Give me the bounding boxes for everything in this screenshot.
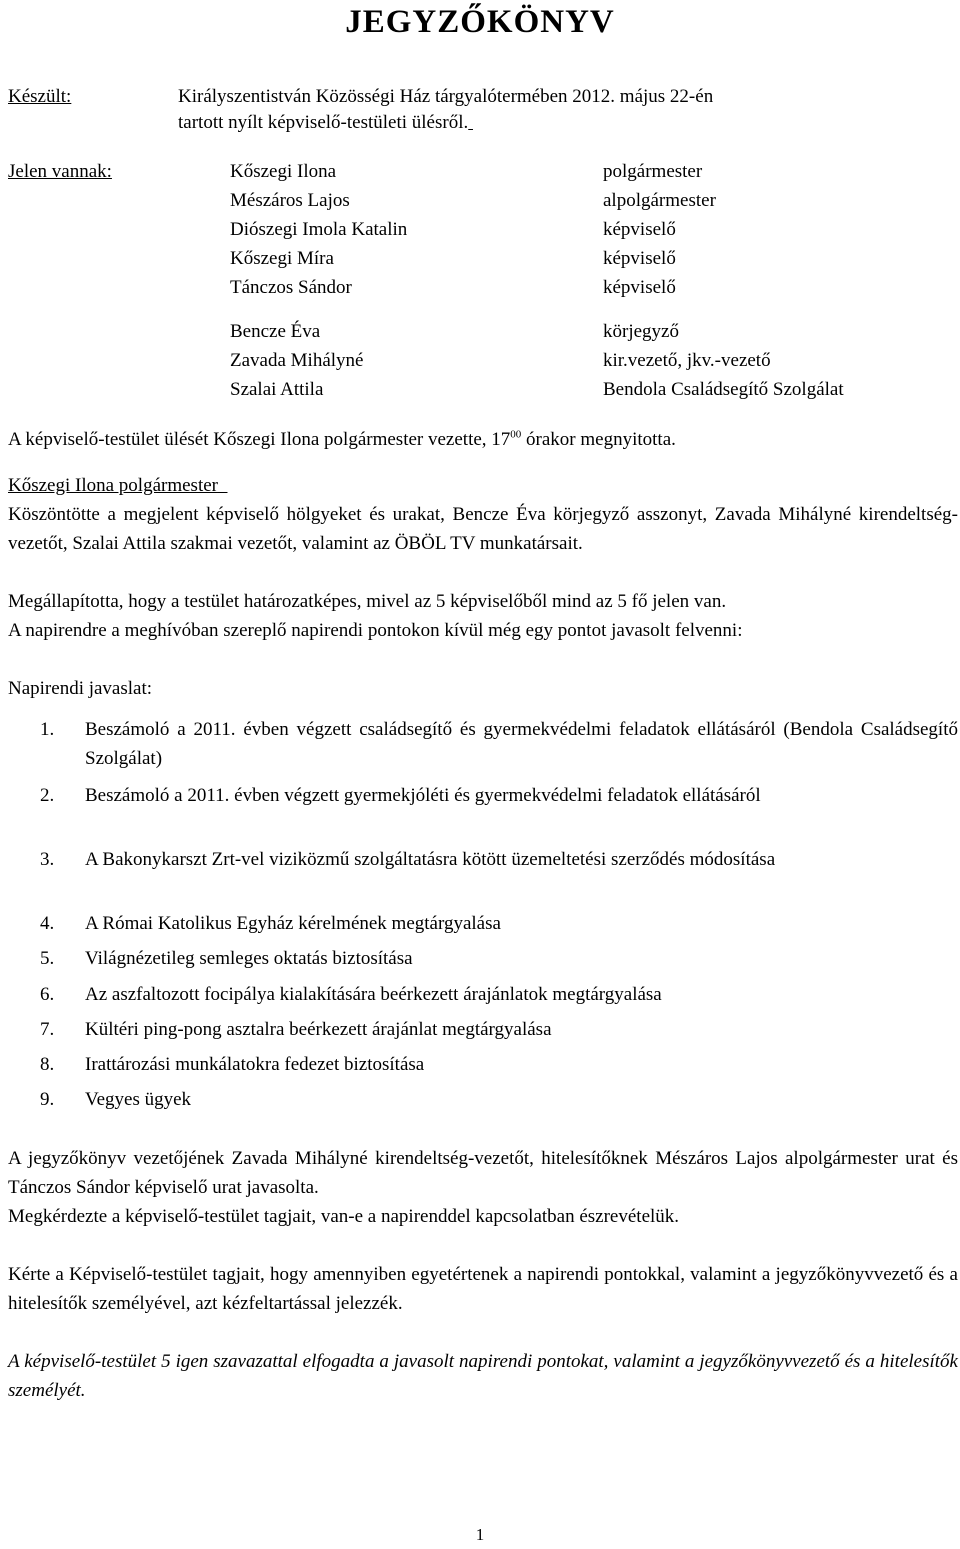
paragraph-minute-taker: A jegyzőkönyv vezetőjének Zavada Mihályné kirendeltség-vezetőt, hitelesítőknek Mészáros Lajos alpolgármester urat és Tánczos Sándor képviselő urat javasolta.: [8, 1148, 958, 1198]
member-role: képviselő: [603, 277, 676, 298]
member-role: képviselő: [603, 219, 676, 240]
agenda-item-number: 1.: [40, 719, 55, 740]
paragraph-greeting: Köszöntötte a megjelent képviselő hölgyeket és urakat, Bencze Éva körjegyző asszonyt, Zavada Mihályné kirendeltség-vezetőt, Szalai Attila szakmai vezetőt, valamint az ÖBÖL TV munkatársait.: [8, 504, 958, 554]
agenda-item-text: Világnézetileg semleges oktatás biztosítása: [85, 948, 413, 969]
agenda-item-text: A Római Katolikus Egyház kérelmének megtárgyalása: [85, 913, 501, 934]
member-role: alpolgármester: [603, 190, 716, 211]
agenda-item-text: Beszámoló a 2011. évben végzett családsegítő és gyermekvédelmi feladatok ellátásáról (Bendola Családsegítő Szolgálat): [85, 719, 958, 769]
paragraph-agenda-intro: A napirendre a meghívóban szereplő napirendi pontokon kívül még egy pontot javasolt felvenni:: [8, 620, 743, 641]
jelen-label: Jelen vannak:: [8, 161, 112, 182]
paragraph-vote-request: Kérte a Képviselő-testület tagjait, hogy amennyiben egyetértenek a napirendi pontokkal, valamint a jegyzőkönyvvezető és a hitelesítők személyével, azt kézfeltartással jelezzék.: [8, 1264, 958, 1314]
agenda-item-number: 2.: [40, 785, 55, 806]
guest-name: Szalai Attila: [230, 379, 324, 400]
keszult-line1: Királyszentistván Közösségi Ház tárgyalótermében 2012. május 22-én: [178, 86, 714, 107]
paragraph-quorum: Megállapította, hogy a testület határozatképes, mivel az 5 képviselőből mind az 5 fő jelen van.: [8, 591, 727, 612]
agenda-item-number: 5.: [40, 948, 55, 969]
agenda-item-text: Kültéri ping-pong asztalra beérkezett árajánlat megtárgyalása: [85, 1019, 552, 1040]
speaker-heading: Kőszegi Ilona polgármester: [8, 475, 218, 496]
agenda-item-number: 9.: [40, 1089, 55, 1110]
member-name: Diószegi Imola Katalin: [230, 219, 408, 240]
member-name: Kőszegi Míra: [230, 248, 334, 269]
keszult-label: Készült:: [8, 86, 72, 107]
agenda-item-text: Az aszfaltozott focipálya kialakítására beérkezett árajánlatok megtárgyalása: [85, 984, 662, 1005]
member-role: polgármester: [603, 161, 703, 182]
guest-name: Zavada Mihályné: [230, 350, 364, 371]
guest-role: kir.vezető, jkv.-vezető: [603, 350, 771, 371]
keszult-line2: tartott nyílt képviselő-testületi ülésről.: [178, 112, 469, 133]
agenda-item-text: Vegyes ügyek: [85, 1089, 192, 1110]
agenda-item-number: 8.: [40, 1054, 55, 1075]
document-title: JEGYZŐKÖNYV: [345, 4, 615, 40]
guest-role: körjegyző: [603, 321, 679, 342]
agenda-item-text: Beszámoló a 2011. évben végzett gyermekjóléti és gyermekvédelmi feladatok ellátásáról: [85, 785, 761, 806]
member-name: Tánczos Sándor: [230, 277, 352, 298]
member-name: Mészáros Lajos: [230, 190, 350, 211]
agenda-item-number: 4.: [40, 913, 55, 934]
paragraph-resolution: A képviselő-testület 5 igen szavazattal elfogadta a javasolt napirendi pontokat, valamint a jegyzőkönyvvezető és a hitelesítők személyét.: [8, 1351, 958, 1401]
agenda-item-number: 3.: [40, 849, 55, 870]
agenda-item-text: Irattározási munkálatokra fedezet biztosítása: [85, 1054, 425, 1075]
guest-role: Bendola Családsegítő Szolgálat: [603, 379, 844, 400]
agenda-label: Napirendi javaslat:: [8, 678, 153, 699]
agenda-item-number: 7.: [40, 1019, 55, 1040]
agenda-item-text: A Bakonykarszt Zrt-vel viziközmű szolgáltatásra kötött üzemeltetési szerződés módosítása: [85, 849, 776, 870]
agenda-item-number: 6.: [40, 984, 55, 1005]
member-role: képviselő: [603, 248, 676, 269]
paragraph-question: Megkérdezte a képviselő-testület tagjait, van-e a napirenddel kapcsolatban észrevételük.: [8, 1206, 680, 1227]
guest-name: Bencze Éva: [230, 321, 321, 342]
member-name: Kőszegi Ilona: [230, 161, 337, 182]
opening-sentence: A képviselő-testület ülését Kőszegi Ilona polgármester vezette, $17^{00}$ órakor megnyitotta.: [8, 428, 676, 450]
page-number: 1: [475, 1525, 485, 1544]
